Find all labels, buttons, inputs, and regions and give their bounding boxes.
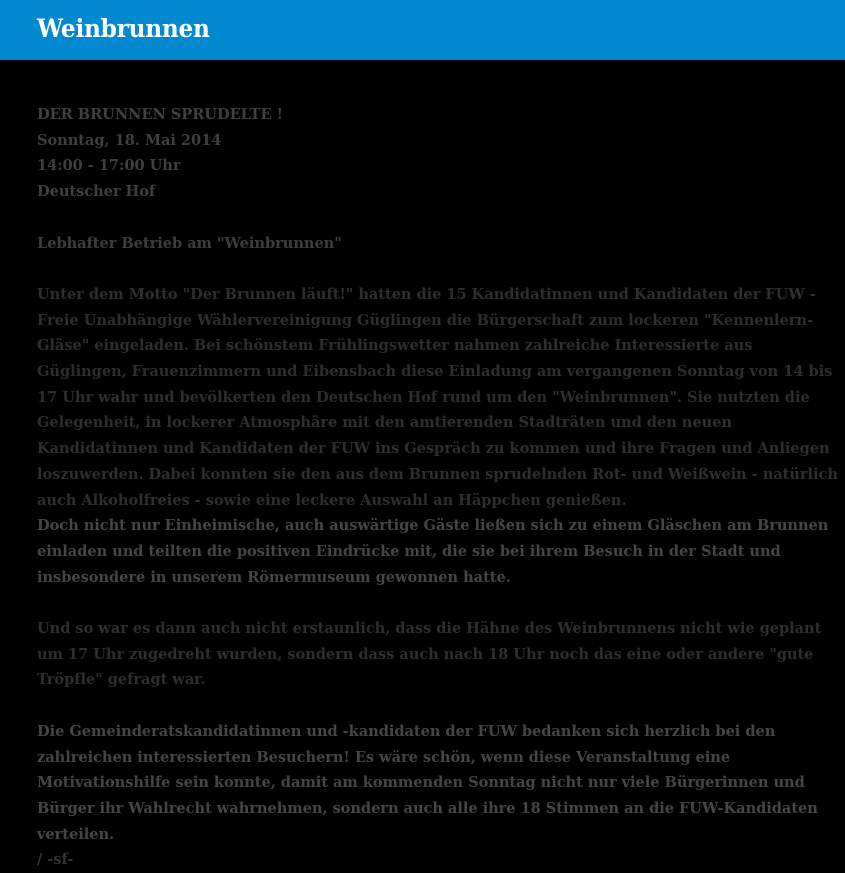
page-title: Weinbrunnen (37, 14, 210, 43)
spacer (37, 256, 839, 282)
spacer (37, 590, 839, 616)
article-subheading: Lebhafter Betrieb am "Weinbrunnen" (37, 234, 342, 252)
lede-line-2: Sonntag, 18. Mai 2014 (37, 131, 222, 149)
spacer (37, 205, 839, 231)
article-paragraph: Unter dem Motto "Der Brunnen läuft!" hatten die 15 Kandidatinnen und Kandidaten der FUW - Freie Unabhängige Wählervereinigung Güglingen die Bürgerschaft zum lockeren "Kennenlern-Gläse" eingeladen. Bei schönstem Frühlingswetter nahmen zahlreiche Interessierte aus Güglingen, Frauenzimmern und Eibensbach diese Einladung am vergangenen Sonntag von 14 bis 17 Uhr wahr und bevölkerten den Deutschen Hof rund um den "Weinbrunnen". Sie nutzten die Gelegenheit, in lockerer Atmosphäre mit den amtierenden Stadträten und den neuen Kandidatinnen und Kandidaten der FUW ins Gespräch zu kommen und ihre Fragen und Anliegen loszuwerden. Dabei konnten sie den aus dem Brunnen sprudelnden Rot- und Weißwein - natürlich auch Alkoholfreies - sowie eine leckere Auswahl an Häppchen genießen. (37, 285, 838, 509)
article-paragraph: Die Gemeinderatskandidatinnen und -kandidaten der FUW bedanken sich herzlich bei den zahlreichen interessierten Besuchern! Es wäre schön, wenn diese Veranstaltung eine Motivationshilfe sein konnte, damit am kommenden Sonntag nicht nur viele Bürgerinnen und Bürger ihr Wahlrecht wahrnehmen, sondern auch alle ihre 18 Stimmen an die FUW-Kandidaten verteilen. (37, 722, 818, 843)
article-paragraph: Und so war es dann auch nicht erstaunlich, dass die Hähne des Weinbrunnens nicht wie geplant um 17 Uhr zugedreht wurden, sondern dass auch nach 18 Uhr noch das eine oder andere "gute Tröpfle" gefragt war. (37, 620, 822, 689)
page-header-bar (0, 0, 845, 60)
lede-line-4: Deutscher Hof (37, 183, 156, 201)
lede-line-3: 14:00 - 17:00 Uhr (37, 157, 181, 175)
article-body (0, 60, 845, 873)
article-paragraph: Doch nicht nur Einheimische, auch auswärtige Gäste ließen sich zu einem Gläschen am Brunnen einladen und teilten die positiven Eindrücke mit, die sie bei ihrem Besuch in der Stadt und insbesondere in unserem Römermuseum gewonnen hatte. (37, 517, 829, 586)
lede-line-1: DER BRUNNEN SPRUDELTE ! (37, 106, 283, 123)
spacer (37, 693, 839, 719)
article-signature: / -sf- (37, 851, 74, 869)
